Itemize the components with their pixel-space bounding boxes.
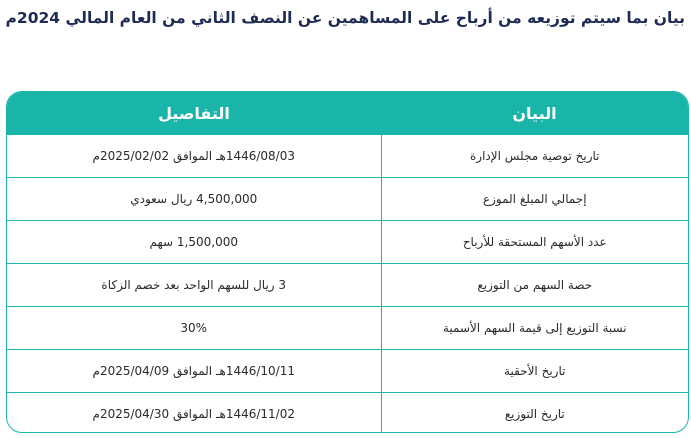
header-details: التفاصيل — [7, 92, 381, 135]
header-statement: البيان — [381, 92, 688, 135]
table-row — [7, 135, 688, 178]
row-value: 1446/11/02هـ الموافق 2025/04/30م — [7, 393, 381, 434]
row-value: 1,500,000 سهم — [7, 221, 381, 264]
row-label: إجمالي المبلغ الموزع — [381, 178, 688, 221]
row-label: تاريخ الأحقية — [381, 350, 688, 393]
table-row — [7, 178, 688, 221]
table-row — [7, 221, 688, 264]
row-label: تاريخ توصية مجلس الإدارة — [381, 135, 688, 178]
row-value: 1446/08/03هـ الموافق 2025/02/02م — [7, 135, 381, 178]
row-value: 30% — [7, 307, 381, 350]
page-title: بيان بما سيتم توزيعه من أرباح على المساهمين عن النصف الثاني من العام المالي 2024م — [5, 9, 685, 27]
dividend-table — [7, 92, 688, 433]
table-row — [7, 264, 688, 307]
dividend-table-container — [6, 91, 689, 433]
row-label: حصة السهم من التوزيع — [381, 264, 688, 307]
table-row — [7, 307, 688, 350]
table-row — [7, 393, 688, 434]
row-value: 3 ريال للسهم الواحد بعد خصم الزكاة — [7, 264, 381, 307]
row-label: تاريخ التوزيع — [381, 393, 688, 434]
row-label: نسبة التوزيع إلى قيمة السهم الأسمية — [381, 307, 688, 350]
row-value: 1446/10/11هـ الموافق 2025/04/09م — [7, 350, 381, 393]
row-value: 4,500,000 ريال سعودي — [7, 178, 381, 221]
table-row — [7, 350, 688, 393]
row-label: عدد الأسهم المستحقة للأرباح — [381, 221, 688, 264]
table-header-row — [7, 92, 688, 135]
